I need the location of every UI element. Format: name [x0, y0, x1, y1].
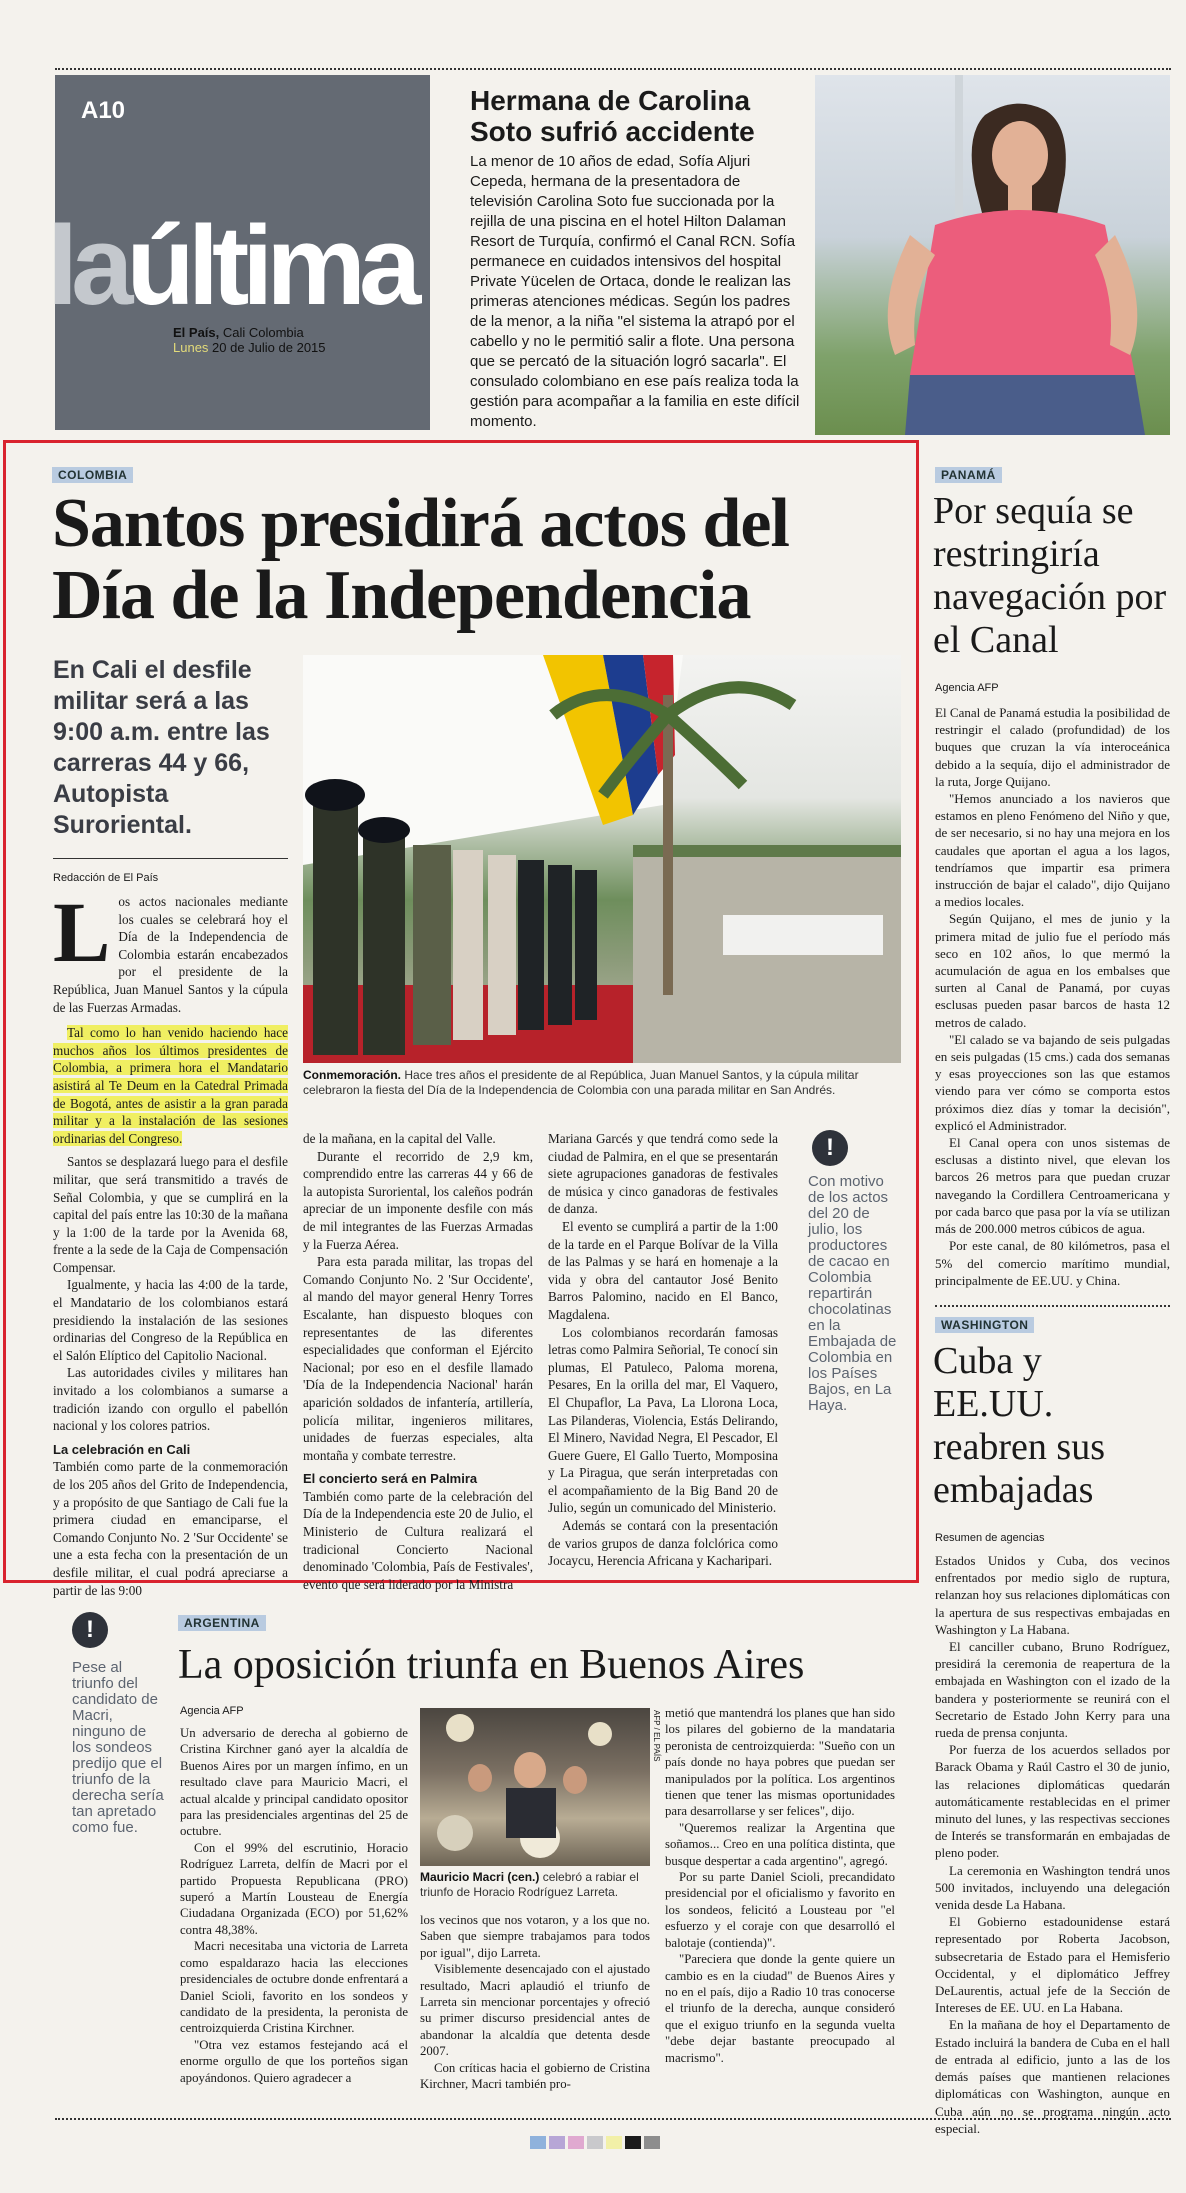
panama-headline: Por sequía se restringiría navegación por el Canal	[933, 490, 1167, 661]
color-swatch	[625, 2136, 641, 2149]
panama-p2: "Hemos anunciado a los navieros que estamos en pleno Fenómeno del Niño y que, de ser necesario, si no hay una mejora en los caudales que aportan el agua a los lagos, tendríamos que impartir esa primera instrucción de bajar el calado", dijo Quijano a medios locales.	[935, 791, 1170, 910]
right-rule	[935, 1305, 1170, 1307]
cacao-sidebox: Con motivo de los actos del 20 de julio, los productores de cacao en Colombia repartirán chocolatinas en la Embajada de Colombia en los Países Bajos, en La Haya.	[808, 1173, 897, 1414]
parade-photo-illustration	[303, 655, 901, 1063]
top-story-title: Hermana de Carolina Soto sufrió accidente	[470, 85, 755, 147]
main-p5: Las autoridades civiles y militares han invitado a los colombianos a sumarse a tradición izando con orgullo el pabellón nacional y los colores patrios.	[53, 1365, 288, 1434]
main-deck: En Cali el desfile militar será a las 9:00 a.m. entre las carreras 44 y 66, Autopista Suroriental.	[53, 656, 270, 839]
exclamation-icon-argentina: !	[72, 1612, 108, 1648]
logo-ultima: última	[126, 203, 415, 328]
photo-military-parade	[303, 655, 901, 1063]
subhead-cali: La celebración en Cali	[53, 1441, 191, 1457]
dropcap: L	[53, 884, 111, 980]
dateline-weekday: Lunes	[173, 340, 209, 355]
macri-photo-illustration	[420, 1708, 650, 1866]
panama-p1: El Canal de Panamá estudia la posibilidad de restringir el calado (profundidad) de los buques que cruzan la vía interoceánica debido a la sequía, dijo el administrador de la ruta, Jorge Quijano.	[935, 705, 1170, 789]
argentina-c3p1: metió que mantendrá los planes que han sido los pilares del gobierno de la mandataria peronista de centroizquierda: "Sueño con un país donde no haya pobres que puedan ser manipulados por la política. Los argentinos tienen que tener las mismas oportunidades para desarrollarse y ser felices", dijo.	[665, 1706, 895, 1819]
argentina-p4: "Otra vez estamos festejando acá el enorme orgullo de que los porteños sigan apoyándonos. Quiero agradecer a	[180, 2037, 408, 2085]
woman-photo-illustration	[815, 75, 1170, 435]
argentina-byline: Agencia AFP	[180, 1705, 244, 1717]
macri-caption-lead: Mauricio Macri (cen.)	[420, 1870, 540, 1884]
argentina-column-2	[420, 1912, 650, 2092]
main-headline	[52, 485, 882, 634]
color-swatch	[606, 2136, 622, 2149]
main-c2p3: Para esta parada militar, las tropas del Comando Conjunto No. 2 'Sur Occidente', al mando del mayor general Henry Torres Escalante, han dispuesto bloques con representantes de las diferentes especialidades que conforman el Ejército Nacional; por eso en el desfile llamado 'Día de la Independencia Nacional' harán aparición soldados de infantería, artillería, policía militar, ingenieros militares, unidades de fuerzas especiales, alta montaña y combate terrestre.	[303, 1254, 533, 1463]
panama-byline: Agencia AFP	[935, 682, 999, 694]
page-number: A10	[81, 97, 126, 124]
main-kicker-wrap	[52, 466, 133, 484]
deck-rule	[53, 858, 288, 859]
argentina-c2p3: Con críticas hacia el gobierno de Cristina Kirchner, Macri también pro-	[420, 2060, 650, 2092]
parade-caption-text: Hace tres años el presidente de al República, Juan Manuel Santos, y la cúpula militar celebraron la fiesta del Día de la Independencia de Colombia con una parada militar en San Andrés.	[303, 1068, 859, 1097]
color-registration-bar	[530, 2136, 663, 2154]
macri-caption	[420, 1870, 650, 1900]
washington-kicker-wrap	[935, 1316, 1034, 1334]
main-p1: os actos nacionales mediante los cuales se celebrará hoy el Día de la Independencia de Colombia estarán encabezados por el presidente de la República, Juan Manuel Santos y la cúpula de las Fuerzas Armadas.	[53, 894, 288, 1015]
washington-byline: Resumen de agencias	[935, 1532, 1045, 1544]
main-column-3	[548, 1130, 778, 1570]
washington-body	[935, 1552, 1170, 2137]
argentina-column-3	[665, 1705, 895, 2066]
argentina-column-1	[180, 1725, 408, 2086]
washington-p4: La ceremonia en Washington tendrá unos 500 invitados, incluyendo una delegación venida desde La Habana.	[935, 1862, 1170, 1913]
panama-p3: Según Quijano, el mes de junio y la primera mitad de julio fue el período más seco en 102 años, lo que mermó la acumulación de agua en los embalses que surten al Canal de Panamá, por cuyas esclusas pueden pasar barcos de hasta 12 metros de calado.	[935, 911, 1170, 1030]
washington-p2: El canciller cubano, Bruno Rodríguez, presidirá la ceremonia de reapertura de la embajada en Washington con el izado de la bandera y posteriormente se reunirá con el Secretario de Estado John Kerry para una rueda de prensa conjunta.	[935, 1639, 1170, 1741]
color-swatch	[530, 2136, 546, 2149]
macri-caption-text: celebró a rabiar el triunfo de Horacio Rodríguez Larreta.	[420, 1870, 639, 1899]
photo-macri	[420, 1708, 650, 1866]
washington-p1: Estados Unidos y Cuba, dos vecinos enfrentados por medio siglo de ruptura, relanzan hoy sus relaciones diplomáticas con la apertura de sus respectivas embajadas en Washington y La Habana.	[935, 1553, 1170, 1637]
main-c3p3: Los colombianos recordarán famosas letras como Palmira Señorial, Te conocí sin plumas, El Patuleco, Paloma morena, Pesares, En la orilla del mar, El Vaquero, El Chupaflor, La Pava, La Llorona Loca, Las Pilanderas, Violencia, Estás Delirando, El Minero, Navidad Negra, El Pescador, El Guere Guere, El Gallo Tuerto, Momposina y La Piragua, que serán interpretadas con el acompañamiento de la Big Band 20 de Julio, según un comunicado del Ministerio.	[548, 1324, 778, 1516]
parade-caption-lead: Conmemoración.	[303, 1068, 402, 1082]
argentina-kicker-wrap	[178, 1614, 266, 1632]
top-story-body: La menor de 10 años de edad, Sofía Aljuri Cepeda, hermana de la presentadora de televisión Carolina Soto fue succionada por la rejilla de una piscina en el hotel Hilton Dalaman Resort de Turquía, confirmó el Canal RCN. Sofía permanece en cuidados intensivos del hospital Private Yücelen de Ortaca, donde le realizan las primeras atenciones médicas. Según los padres de la menor, a la niña "el sistema la atrapó por el cabello y no le permitió salir a flote. Una persona que se percató de la situación logró sacarla". El consulado colombiano en ese país realiza toda la gestión para acompañar a la familia en este difícil momento.	[470, 153, 800, 430]
main-kicker: COLOMBIA	[52, 467, 133, 483]
argentina-c3p4: "Pareciera que donde la gente quiere un cambio es en la ciudad" de Buenos Aires y no en el país, dijo a Radio 10 tras conocerse el triunfo de la derecha, aunque consideró que el exiguo triunfo en la segunda vuelta "debe dejar bastante preocupado al macrismo".	[665, 1952, 895, 2065]
photo-carolina-soto	[815, 75, 1170, 435]
top-rule	[55, 68, 1171, 70]
main-column-2	[303, 1130, 533, 1593]
main-c3p4: Además se contará con la presentación de varios grupos de danza folclórica como Jocaycu, Herencia Africana y Kacharipari.	[548, 1518, 778, 1569]
panama-p4: "El calado se va bajando de seis pulgadas en seis pulgadas (15 cms.) cada dos semanas y esas proyecciones son las que estamos viendo para ver cómo se comporta estos próximos diez días y tomar la decisión", explicó el Administrador.	[935, 1031, 1170, 1133]
argentina-p1: Un adversario de derecha al gobierno de Cristina Kirchner ganó ayer la alcaldía de Buenos Aires por un margen ínfimo, en un resultado clave para Mauricio Macri, el actual alcalde y principal candidato opositor para las presidenciales argentinas del 25 de octubre.	[180, 1726, 408, 1839]
panama-p5: El Canal opera con unos sistemas de esclusas a distinto nivel, que elevan los barcos 26 metros para que puedan cruzar navegando la Cordillera Centroamericana y por cada barco que pasa por la vía se utilizan más de 200.000 metros cúbicos de agua.	[935, 1135, 1170, 1237]
panama-body	[935, 704, 1170, 1289]
washington-headline: Cuba y EE.UU. reabren sus embajadas	[933, 1340, 1105, 1511]
photo-credit: AFP / EL PAÍS	[652, 1710, 661, 1762]
panama-kicker: PANAMÁ	[935, 467, 1002, 483]
washington-kicker: WASHINGTON	[935, 1317, 1034, 1333]
main-p3: Santos se desplazará luego para el desfile militar, que será transmitido a través de Señal Colombia, y que se cumplirá en la capital del país entre las 10:30 de la mañana y la 1:00 de la tarde por la Avenida 68, frente a la sede de la Caja de Compensación Compensar.	[53, 1154, 288, 1275]
argentina-c3p2: "Queremos realizar la Argentina que soñamos... Creo en una política distinta, que busque despertar a cada argentino", agregó.	[665, 1820, 895, 1868]
argentina-kicker: ARGENTINA	[178, 1615, 266, 1631]
dateline-paper: El País,	[173, 325, 220, 340]
dateline-city: Cali Colombia	[219, 325, 304, 340]
argentina-c3p3: Por su parte Daniel Scioli, precandidato presidencial por el oficialismo y favorito en los sondeos, felicitó a Lousteau por "el esfuerzo y el coraje con que desarrolló el balotaje (contienda)".	[665, 1870, 895, 1950]
argentina-c2p2: Visiblemente desencajado con el ajustado resultado, Macri aplaudió el triunfo de Larreta sin mencionar porcentajes y ofreció su primer discurso presidencial antes de abandonar la alcaldía que detenta desde 2007.	[420, 1962, 650, 2059]
bottom-rule	[55, 2118, 1171, 2120]
main-c3p1: Mariana Garcés y que tendrá como sede la ciudad de Palmira, en el que se presentarán siete agrupaciones ganadoras de festivales de música y cinco ganadoras de festivales de danza.	[548, 1131, 778, 1217]
color-swatch	[549, 2136, 565, 2149]
main-c3p2: El evento se cumplirá a partir de la 1:00 de la tarde en el Parque Bolívar de la Villa de las Palmas y se hará en homenaje a la vida y obra del cantautor José Benito Barros Palomino, nacido en El Banco, Magdalena.	[548, 1218, 778, 1322]
main-headline-line1: Santos presidirá actos del	[52, 485, 789, 562]
dateline-date: 20 de Julio de 2015	[208, 340, 326, 355]
washington-p5: El Gobierno estadounidense estará representado por Roberta Jacobson, subsecretaria de Estado para el Hemisferio Occidental, y el diplomático Jeffrey DeLaurentis, actual jefe de la Sección de Intereses de EE. UU. en La Habana.	[935, 1914, 1170, 2016]
washington-p3: Por fuerza de los acuerdos sellados por Barack Obama y Raúl Castro el 30 de junio, las relaciones diplomáticas quedarán automáticamente restablecidas en el primer minuto del lunes, y las respectivas secciones de Interés se transformarán en embajadas de pleno poder.	[935, 1742, 1170, 1861]
main-headline-line2: Día de la Independencia	[52, 557, 751, 634]
logo-la: la	[47, 203, 127, 328]
color-swatch	[568, 2136, 584, 2149]
washington-p6: En la mañana de hoy el Departamento de Estado incluirá la bandera de Cuba en el hall de entrada al edificio, junto a las de los demás países que mantienen relaciones diplomáticas con Washington, aunque en Cuba aún no se programa ningún acto especial.	[935, 2017, 1170, 2136]
color-swatch	[587, 2136, 603, 2149]
panama-kicker-wrap	[935, 466, 1002, 484]
main-byline: Redacción de El País	[53, 872, 159, 884]
panama-p6: Por este canal, de 80 kilómetros, pasa el 5% del comercio marítimo mundial, principalmente de EE.UU. y China.	[935, 1238, 1170, 1288]
argentina-headline: La oposición triunfa en Buenos Aires	[178, 1642, 805, 1688]
main-p4: Igualmente, y hacia las 4:00 de la tarde, el Mandatario de los colombianos estará presidiendo la instalación de las sesiones ordinarias del Congreso de la República en el Salón Elíptico del Capitolio Nacional.	[53, 1277, 288, 1363]
argentina-sidebox: Pese al triunfo del candidato de Macri, ninguno de los sondeos predijo que el triunfo de la derecha sería tan apretado como fue.	[72, 1659, 164, 1836]
argentina-p2: Con el 99% del escrutinio, Horacio Rodríguez Larreta, delfín de Macri por el partido Propuesta Republicana (PRO) superó a Martín Lousteau de Energía Ciudadana Organizada (ECO) por 51,62% contra 48,38%.	[180, 1840, 408, 1937]
parade-caption	[303, 1068, 901, 1098]
main-c2p1: de la mañana, en la capital del Valle.	[303, 1131, 496, 1146]
subhead-palmira: El concierto será en Palmira	[303, 1471, 478, 1487]
main-p6: También como parte de la conmemoración de los 205 años del Grito de Independencia, y a propósito de que Santiago de Cali fue la primera ciudad en emanciparse, el Comando Conjunto No. 2 'Sur Occidente' se une a esta fecha con la presentación de un desfile militar, el cual podrá apreciarse a partir de las 9:00	[53, 1459, 288, 1598]
section-logo	[47, 203, 415, 328]
argentina-c2p1: los vecinos que nos votaron, y a los que no. Saben que siempre trabajamos para todos por igual", dijo Larreta.	[420, 1913, 650, 1960]
section-masthead	[47, 75, 430, 430]
main-c2p4: También como parte de la celebración del Día de la Independencia este 20 de Julio, el Ministerio de Cultura realizará el tradicional Concierto Nacional denominado 'Colombia, País de Festivales', evento que será liderado por la Ministra	[303, 1488, 533, 1592]
main-column-1	[53, 884, 288, 1599]
color-swatch	[644, 2136, 660, 2149]
main-c2p2: Durante el recorrido de 2,9 km, comprendido entre las carreras 44 y 66 de la autopista Suroriental, los caleños podrán apreciar de un imponente desfile con más de mil integrantes de las Fuerzas Armadas y la Fuerza Aérea.	[303, 1148, 533, 1252]
argentina-p3: Macri necesitaba una victoria de Larreta como espaldarazo hacia las elecciones presidenciales de octubre donde enfrentará a Daniel Scioli, favorito en los sondeos y candidato de la presidenta, la peronista de centroizquierda Cristina Kirchner.	[180, 1939, 408, 2036]
dateline	[173, 325, 326, 355]
exclamation-icon: !	[812, 1130, 848, 1166]
main-p2-highlighted: Tal como lo han venido haciendo hace muchos años los últimos presidentes de Colombia, a primera hora el Mandatario asistirá al Te Deum en la Catedral Primada de Bogotá, antes de asistir a la gran parada militar y a la instalación de las sesiones ordinarias del Congreso.	[53, 1025, 288, 1146]
